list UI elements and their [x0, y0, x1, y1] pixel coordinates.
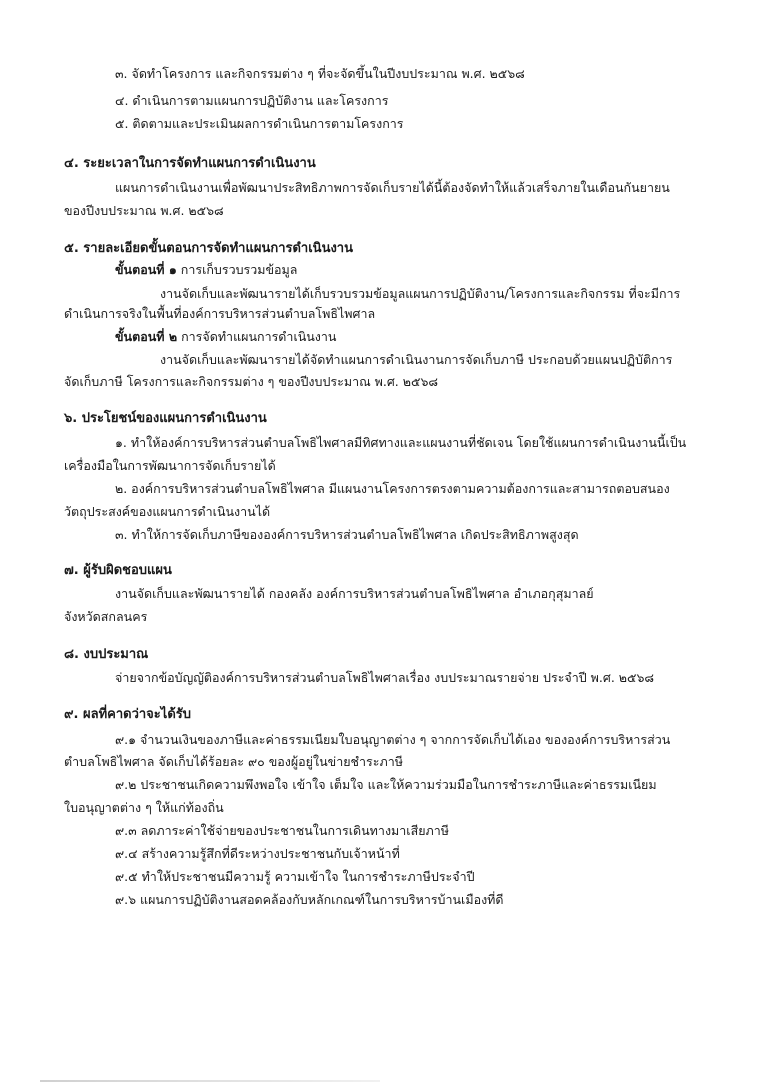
benefit-2-line-1: ๒. องค์การบริหารส่วนตำบลโพธิไพศาล มีแผนงานโครงการตรงตามความต้องการและสามารถตอบสนอง — [115, 481, 670, 496]
step-1-label: ขั้นตอนที่ ๑ — [115, 262, 177, 277]
section-7-line-1: งานจัดเก็บและพัฒนารายได้ กองคลัง องค์การบริหารส่วนตำบลโพธิไพศาล อำเภอกุสุมาลย์ — [115, 586, 594, 601]
section-7-heading: ๗. ผู้รับผิดชอบแผน — [64, 563, 172, 578]
step-1-line-2: ดำเนินการจริงในพื้นที่องค์การบริหารส่วนตำบลโพธิไพศาล — [64, 306, 376, 321]
benefit-1-line-1: ๑. ทำให้องค์การบริหารส่วนตำบลโพธิไพศาลมีทิศทางและแผนงานที่ชัดเจน โดยใช้แผนการดำเนินงานนี้เป็น — [115, 435, 687, 450]
section-7-line-2: จังหวัดสกลนคร — [64, 609, 148, 624]
result-2-line-1: ๙.๒ ประชาชนเกิดความพึงพอใจ เข้าใจ เต็มใจ และให้ความร่วมมือในการชำระภาษีและค่าธรรมเนียม — [115, 777, 657, 792]
step-1 — [115, 262, 297, 278]
step-2-title: การจัดทำแผนการดำเนินงาน — [181, 329, 337, 344]
section-4-heading: ๔. ระยะเวลาในการจัดทำแผนการดำเนินงาน — [64, 156, 316, 171]
step-2 — [115, 329, 336, 345]
section-4-line-1: แผนการดำเนินงานเพื่อพัฒนาประสิทธิภาพการจัดเก็บรายได้นี้ต้องจัดทำให้แล้วเสร็จภายในเดือนกันยายน — [115, 180, 670, 195]
result-2-line-2: ใบอนุญาตต่าง ๆ ให้แก่ท้องถิ่น — [64, 800, 224, 815]
section-8-heading: ๘. งบประมาณ — [64, 647, 149, 662]
section-4-line-2: ของปีงบประมาณ พ.ศ. ๒๕๖๘ — [64, 203, 224, 218]
step-2-label: ขั้นตอนที่ ๒ — [115, 329, 178, 344]
list-item-4: ๔. ดำเนินการตามแผนการปฏิบัติงาน และโครงการ — [115, 93, 389, 108]
step-2-line-2: จัดเก็บภาษี โครงการและกิจกรรมต่าง ๆ ของปีงบประมาณ พ.ศ. ๒๕๖๘ — [64, 374, 439, 389]
list-item-3: ๓. จัดทำโครงการ และกิจกรรมต่าง ๆ ที่จะจัดขึ้นในปีงบประมาณ พ.ศ. ๒๕๖๘ — [115, 66, 525, 81]
step-2-line-1: งานจัดเก็บและพัฒนารายได้จัดทำแผนการดำเนินงานการจัดเก็บภาษี ประกอบด้วยแผนปฏิบัติการ — [160, 352, 673, 367]
result-5: ๙.๕ ทำให้ประชาชนมีความรู้ ความเข้าใจ ในการชำระภาษีประจำปี — [115, 869, 475, 884]
benefit-3-line-1: ๓. ทำให้การจัดเก็บภาษีขององค์การบริหารส่วนตำบลโพธิไพศาล เกิดประสิทธิภาพสูงสุด — [115, 527, 579, 542]
result-1-line-2: ตำบลโพธิไพศาล จัดเก็บได้ร้อยละ ๙๐ ของผู้อยู่ในข่ายชำระภาษี — [64, 754, 403, 769]
section-9-heading: ๙. ผลที่คาดว่าจะได้รับ — [64, 707, 191, 722]
list-item-5: ๕. ติดตามและประเมินผลการดำเนินการตามโครงการ — [115, 116, 404, 131]
result-3: ๙.๓ ลดภาระค่าใช้จ่ายของประชาชนในการเดินทางมาเสียภาษี — [115, 823, 450, 838]
section-6-heading: ๖. ประโยชน์ของแผนการดำเนินงาน — [64, 411, 267, 426]
result-6: ๙.๖ แผนการปฏิบัติงานสอดคล้องกับหลักเกณฑ์ในการบริหารบ้านเมืองที่ดี — [115, 892, 504, 907]
section-5-heading: ๕. รายละเอียดขั้นตอนการจัดทำแผนการดำเนินงาน — [64, 241, 353, 256]
result-4: ๙.๔ สร้างความรู้สึกที่ดีระหว่างประชาชนกับเจ้าหน้าที่ — [115, 846, 400, 861]
section-8-line-1: จ่ายจากข้อบัญญัติองค์การบริหารส่วนตำบลโพธิไพศาลเรื่อง งบประมาณรายจ่าย ประจำปี พ.ศ. ๒๕๖๘ — [115, 670, 655, 685]
result-1-line-1: ๙.๑ จำนวนเงินของภาษีและค่าธรรมเนียมใบอนุญาตต่าง ๆ จากการจัดเก็บได้เอง ขององค์การบริหารส่วน — [115, 732, 671, 747]
step-1-line-1: งานจัดเก็บและพัฒนารายได้เก็บรวบรวมข้อมูลแผนการปฏิบัติงาน/โครงการและกิจกรรม ที่จะมีการ — [160, 286, 681, 301]
step-1-title: การเก็บรวบรวมข้อมูล — [180, 262, 298, 277]
benefit-2-line-2: วัตถุประสงค์ของแผนการดำเนินงานได้ — [64, 504, 271, 519]
scan-edge-mark — [40, 1080, 380, 1082]
benefit-1-line-2: เครื่องมือในการพัฒนาการจัดเก็บรายได้ — [64, 458, 276, 473]
